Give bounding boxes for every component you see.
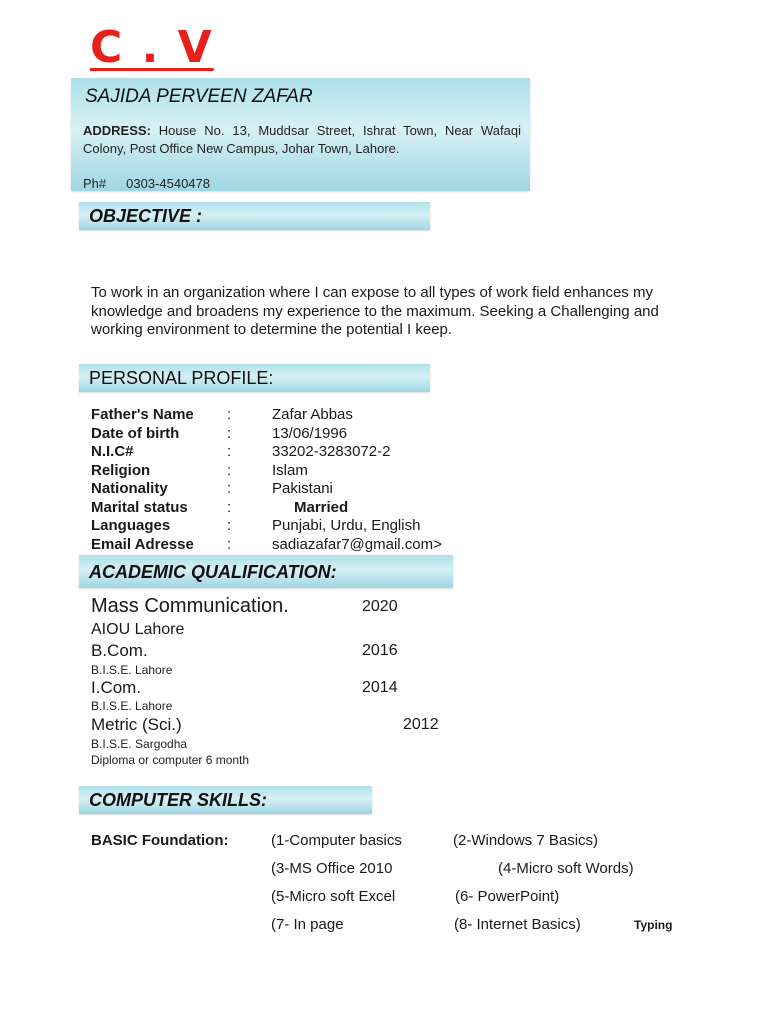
applicant-name: SAJIDA PERVEEN ZAFAR xyxy=(85,86,313,107)
profile-key: Date of birth xyxy=(91,424,180,442)
skill-item: Typing xyxy=(634,918,673,932)
profile-key: N.I.C# xyxy=(91,443,134,460)
profile-value: 13/06/1996 xyxy=(272,424,348,442)
degree-name: Mass Communication xyxy=(91,595,284,617)
degree-dot: . xyxy=(283,595,289,617)
profile-sep: : xyxy=(227,443,232,460)
phone xyxy=(83,176,210,191)
degree-title xyxy=(91,595,289,618)
degree-year: 2016 xyxy=(362,642,398,659)
profile-sep: : xyxy=(227,498,232,516)
objective-heading: OBJECTIVE : xyxy=(89,206,203,226)
profile-heading: PERSONAL PROFILE: xyxy=(89,368,274,388)
profile-sep: : xyxy=(227,480,232,497)
diploma-note: Diploma or computer 6 month xyxy=(91,753,250,767)
address xyxy=(83,122,521,158)
degree-board: B.I.S.E. Lahore xyxy=(91,699,173,713)
profile-sep: : xyxy=(227,461,232,479)
skill-item: (8- Internet Basics) xyxy=(454,916,581,933)
profile-value: Islam xyxy=(272,461,308,479)
profile-key: Email Adresse xyxy=(91,535,194,553)
degree-board: AIOU Lahore xyxy=(91,621,185,638)
skill-item: (2-Windows 7 Basics) xyxy=(453,832,599,849)
profile-value: 33202-3283072-2 xyxy=(272,443,391,460)
skill-item: (5-Micro soft Excel xyxy=(271,888,396,905)
degree-name: Metric (Sci.) xyxy=(91,715,182,734)
degree-board: B.I.S.E. Lahore xyxy=(91,663,173,677)
degree-name: I.Com. xyxy=(91,678,142,697)
profile-sep: : xyxy=(227,406,232,423)
skills-heading-bar xyxy=(79,786,372,814)
profile-sep: : xyxy=(227,535,232,553)
profile-key: Father's Name xyxy=(91,406,194,423)
objective-text: To work in an organization where I can expose to all types of work field enhances my knowledge and broadens my experience to the maximum. Seeking a Challenging and working environment to determine the potential I keep. xyxy=(91,284,659,338)
header-box xyxy=(71,78,530,191)
skills-heading: COMPUTER SKILLS: xyxy=(89,790,267,810)
degree-year: 2012 xyxy=(403,716,439,733)
academic-heading-bar xyxy=(79,555,453,588)
objective-heading-bar xyxy=(79,202,430,230)
profile-value: Pakistani xyxy=(272,480,333,497)
profile-key: Nationality xyxy=(91,480,168,497)
degree-board: B.I.S.E. Sargodha xyxy=(91,737,188,751)
degree-year: 2014 xyxy=(362,679,398,696)
profile-key: Marital status xyxy=(91,498,188,516)
address-text: House No. 13, Muddsar Street, Ishrat Town, Near Wafaqi Colony, Post Office New Campus, Johar Town, Lahore. xyxy=(83,123,521,156)
degree-year: 2020 xyxy=(362,598,398,615)
skill-item: (3-MS Office 2010 xyxy=(271,860,393,877)
profile-sep: : xyxy=(227,424,232,442)
skill-item: (1-Computer basics xyxy=(271,832,402,849)
profile-value: sadiazafar7@gmail.com> xyxy=(272,535,442,553)
skill-item: (4-Micro soft Words) xyxy=(498,860,634,877)
skills-label: BASIC Foundation: xyxy=(91,832,229,849)
profile-key: Languages xyxy=(91,517,171,534)
cv-title: C . V xyxy=(90,22,214,73)
profile-value: Punjabi, Urdu, English xyxy=(272,517,421,534)
phone-value: 0303-4540478 xyxy=(126,176,210,191)
profile-value: Zafar Abbas xyxy=(272,406,353,423)
address-label: ADDRESS: xyxy=(83,123,151,138)
skill-item: (6- PowerPoint) xyxy=(455,888,560,905)
phone-label: Ph# xyxy=(83,176,107,191)
skill-item: (7- In page xyxy=(271,916,344,933)
profile-key: Religion xyxy=(91,461,151,479)
academic-heading: ACADEMIC QUALIFICATION: xyxy=(89,562,337,582)
profile-heading-bar xyxy=(79,364,430,392)
profile-sep: : xyxy=(227,517,232,534)
profile-value: Married xyxy=(294,498,349,516)
degree-name: B.Com. xyxy=(91,641,148,660)
